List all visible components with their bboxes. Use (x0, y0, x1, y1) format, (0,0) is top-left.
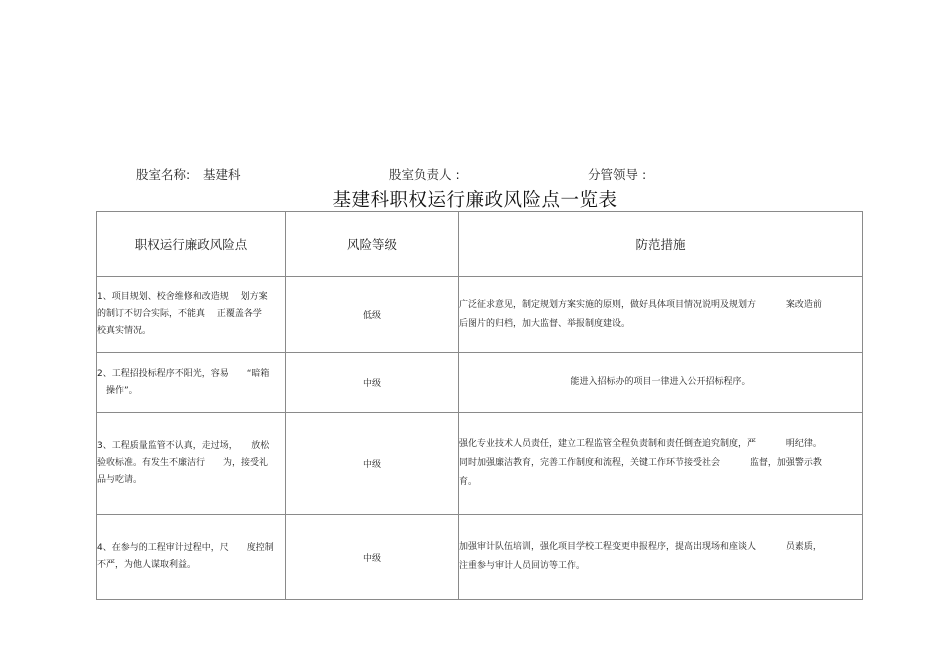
measure-cell (459, 413, 863, 515)
measure-line: 能进入招标办的项目一律进入公开招标程序。 (570, 377, 751, 387)
document-header (0, 165, 950, 185)
risk-line: 4、在参与的工程审计过程中，尺 度控制 (97, 543, 274, 553)
risk-level-cell: 中级 (286, 515, 459, 600)
column-header-risk: 职权运行廉政风险点 (97, 212, 286, 277)
table-header-row (97, 212, 863, 277)
risk-line: 操作”。 (97, 385, 138, 396)
measure-cell (459, 277, 863, 353)
page-title: 基建科职权运行廉政风险点一览表 (332, 190, 618, 211)
measure-cell (459, 353, 863, 413)
risk-line: 校真实情况。 (97, 326, 152, 336)
risk-line: 2、工程招投标程序不阳光，容易 “暗箱 (97, 368, 270, 379)
table-row (97, 515, 863, 600)
office-name-label: 股室名称: (136, 167, 191, 182)
table-row (97, 413, 863, 515)
column-header-measure: 防范措施 (459, 212, 863, 277)
measure-line: 育。 (459, 477, 478, 487)
risk-table (96, 211, 863, 600)
measure-cell (459, 515, 863, 600)
leader-label: 分管领导 : (588, 167, 647, 182)
risk-cell (97, 277, 286, 353)
table-row (97, 277, 863, 353)
measure-line: 同时加强廉洁教育，完善工作制度和流程，关键工作环节接受社会 监督，加强警示教 (459, 458, 822, 468)
column-header-level: 风险等级 (286, 212, 459, 277)
table-row (97, 353, 863, 413)
measure-line: 广泛征求意见，制定规划方案实施的原则，做好具体项目情况说明及规划方 案改造前 (459, 299, 822, 310)
risk-level-cell: 中级 (286, 353, 459, 413)
risk-line: 1、项目规划、校舍维修和改造规 划方案 (97, 292, 268, 302)
risk-line: 不严，为他人谋取利益。 (97, 560, 197, 570)
risk-line: 品与吃请。 (97, 475, 143, 485)
risk-level-cell: 中级 (286, 413, 459, 515)
risk-line: 验收标准。有发生不廉洁行 为，接受礼 (97, 458, 269, 468)
risk-cell (97, 353, 286, 413)
risk-line: 的制订不切合实际，不能真 正覆盖各学 (97, 309, 262, 319)
office-name-value: 基建科 (203, 167, 241, 182)
risk-level-cell: 低级 (286, 277, 459, 353)
office-head-label: 股室负责人 : (389, 167, 460, 182)
measure-line: 强化专业技术人员责任，建立工程监管全程负责制和责任倒查追究制度，严 明纪律。 (459, 439, 822, 449)
risk-line: 3、工程质量监管不认真，走过场， 放松 (97, 441, 270, 451)
measure-line: 加强审计队伍培训，强化项目学校工程变更申报程序，提高出现场和座谈人 员素质， (459, 542, 822, 552)
measure-line: 注重参与审计人员回访等工作。 (459, 561, 586, 571)
risk-cell (97, 413, 286, 515)
measure-line: 后图片的归档，加大监督、举报制度建设。 (459, 318, 631, 329)
risk-cell (97, 515, 286, 600)
